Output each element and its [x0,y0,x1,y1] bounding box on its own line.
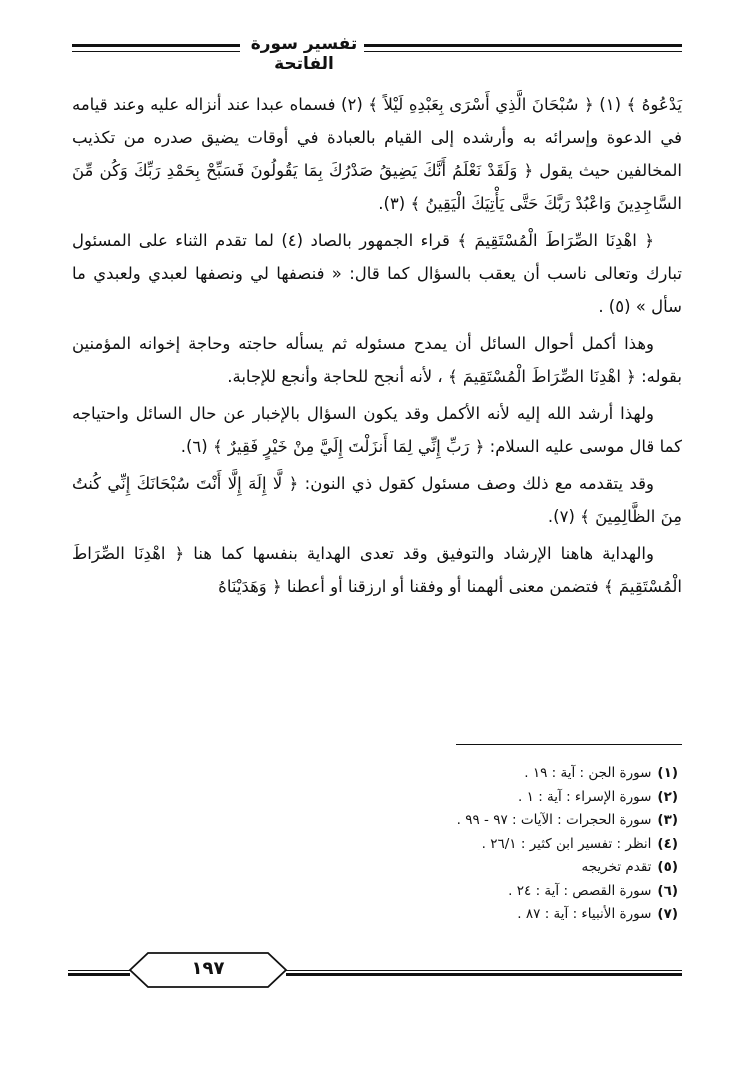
footnote-number: (٤) [657,835,678,852]
footnote-6 [258,880,678,904]
footnote-text: سورة الجن : آية : ١٩ . [524,765,652,781]
footnote-2 [258,786,678,810]
footnote-number: (١) [657,765,678,781]
paragraph-5: وقد يتقدمه مع ذلك وصف مسئول كقول ذي النون: ﴿ لَّا إِلَهَ إِلَّا أَنْتَ سُبْحَانَكَ إِنِّي كُنتُ مِنَ الظَّالِمِينَ ﴾ (٧). [72,474,682,526]
footnote-number: (٥) [657,859,678,875]
paragraph-6: والهداية هاهنا الإرشاد والتوفيق وقد تعدى الهداية بنفسها كما هنا ﴿ اهْدِنَا الصِّرَاطَ الْمُسْتَقِيمَ ﴾ فتضمن معنى ألهمنا أو وفقنا أو ارزقنا أو أعطنا ﴿ وَهَدَيْنَاهُ [72,544,682,596]
footnotes-list [258,762,678,927]
header-rule-left [72,44,240,52]
footnote-7 [258,903,678,927]
footer-rule-right [286,970,682,976]
paragraph-4: ولهذا أرشد الله إليه لأنه الأكمل وقد يكون السؤال بالإخبار عن حال السائل واحتياجه كما قال موسى عليه السلام: ﴿ رَبِّ إِنِّي لِمَا أَنزَلْتَ إِلَيَّ مِنْ خَيْرٍ فَقِيرٌ ﴾ (٦). [72,404,682,456]
header-title: تفسير سورة الفاتحة [250,34,358,74]
footnote-3 [258,809,678,833]
paragraph-3: وهذا أكمل أحوال السائل أن يمدح مسئوله ثم يسأله حاجته وحاجة إخوانه المؤمنين بقوله: ﴿ اهْدِنَا الصِّرَاطَ الْمُسْتَقِيمَ ﴾ ، لأنه أنجح للحاجة وأنجع للإجابة. [72,334,682,386]
footnote-number: (٢) [657,788,678,805]
running-header [72,28,682,74]
footnote-separator [456,744,682,745]
footnote-4 [258,833,678,857]
main-text [72,88,682,607]
footnote-1 [258,762,678,786]
header-rule-right [364,44,682,52]
footer-rule-left [68,970,130,976]
footnote-number: (٣) [657,812,678,828]
footnote-text: انظر : تفسير ابن كثير : ٢٦/١ . [481,835,652,852]
paragraph-1: يَدْعُوهُ ﴾ (١) ﴿ سُبْحَانَ الَّذِي أَسْرَى بِعَبْدِهِ لَيْلاً ﴾ (٢) فسماه عبدا عند أنزاله عليه وعند قيامه في الدعوة وإسرائه به وأرشده إلى القيام بالعبادة في أوقات يضيق صدره من تكذيب المخالفين حيث يقول ﴿ وَلَقَدْ نَعْلَمُ أَنَّكَ يَضِيقُ صَدْرُكَ بِمَا يَقُولُونَ فَسَبِّحْ بِحَمْدِ رَبِّكَ وَكُن مِّنَ السَّاجِدِينَ وَاعْبُدْ رَبَّكَ حَتَّى يَأْتِيَكَ الْيَقِينُ ﴾ (٣). [72,95,682,213]
footnote-number: (٦) [657,882,678,899]
footnote-5 [258,856,678,880]
footnote-text: تقدم تخريجه [581,859,652,875]
footnote-text: سورة الإسراء : آية : ١ . [518,788,652,805]
page-footer [68,948,682,992]
footnote-text: سورة الحجرات : الآيات : ٩٧ - ٩٩ . [456,812,652,828]
page-number: ١٩٧ [191,958,225,979]
footnote-text: سورة الأنبياء : آية : ٨٧ . [517,906,652,922]
paragraph-2: ﴿ اهْدِنَا الصِّرَاطَ الْمُسْتَقِيمَ ﴾ قراء الجمهور بالصاد (٤) لما تقدم الثناء على المسئول تبارك وتعالى ناسب أن يعقب بالسؤال كما قال: « فنصفها لي ونصفها لعبدي ولعبدي ما سأل » (٥) . [72,231,682,316]
footnote-number: (٧) [657,906,678,922]
footnote-text: سورة القصص : آية : ٢٤ . [508,882,652,899]
